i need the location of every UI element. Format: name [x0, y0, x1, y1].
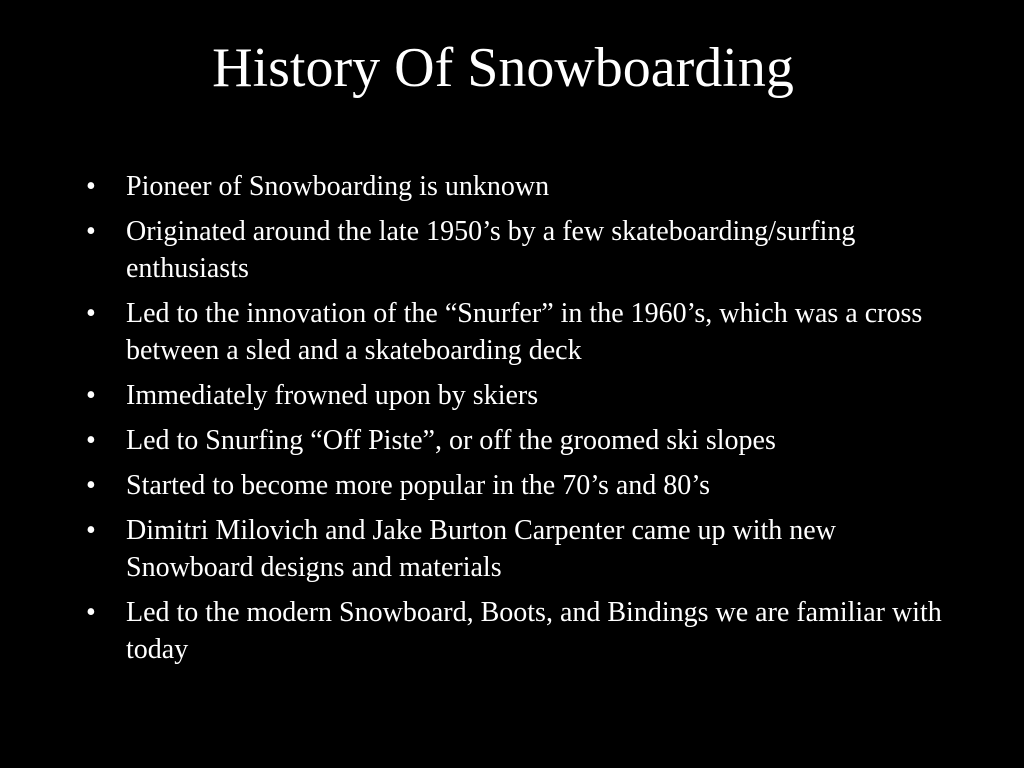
bullet-text: Led to Snurfing “Off Piste”, or off the groomed ski slopes [126, 425, 776, 456]
bullet-dot-icon: • [86, 171, 96, 202]
bullet-item [86, 594, 966, 668]
bullet-text: Pioneer of Snowboarding is unknown [126, 171, 550, 202]
bullet-text: Started to become more popular in the 70’s and 80’s [126, 470, 710, 501]
bullet-text: Led to the modern Snowboard, Boots, and Bindings we are familiar with today [126, 597, 942, 665]
bullet-item [86, 295, 966, 369]
bullet-dot-icon: • [86, 470, 96, 501]
bullet-dot-icon: • [86, 425, 96, 456]
bullet-item [86, 467, 966, 504]
bullet-item [86, 422, 966, 459]
bullet-text: Immediately frowned upon by skiers [126, 380, 539, 411]
bullet-item [86, 213, 966, 287]
bullet-text: Led to the innovation of the “Snurfer” in the 1960’s, which was a cross between a sled and a skateboarding deck [126, 298, 923, 366]
bullet-item [86, 168, 966, 205]
bullet-dot-icon: • [86, 298, 96, 329]
bullet-text: Dimitri Milovich and Jake Burton Carpenter came up with new Snowboard designs and materials [126, 515, 836, 583]
bullet-text: Originated around the late 1950’s by a few skateboarding/surfing enthusiasts [126, 216, 856, 284]
bullet-dot-icon: • [86, 216, 96, 247]
bullet-dot-icon: • [86, 380, 96, 411]
bullet-item [86, 512, 966, 586]
bullet-dot-icon: • [86, 597, 96, 628]
bullet-list [86, 168, 966, 676]
slide-title: History Of Snowboarding [212, 37, 794, 99]
bullet-dot-icon: • [86, 515, 96, 546]
bullet-item [86, 377, 966, 414]
